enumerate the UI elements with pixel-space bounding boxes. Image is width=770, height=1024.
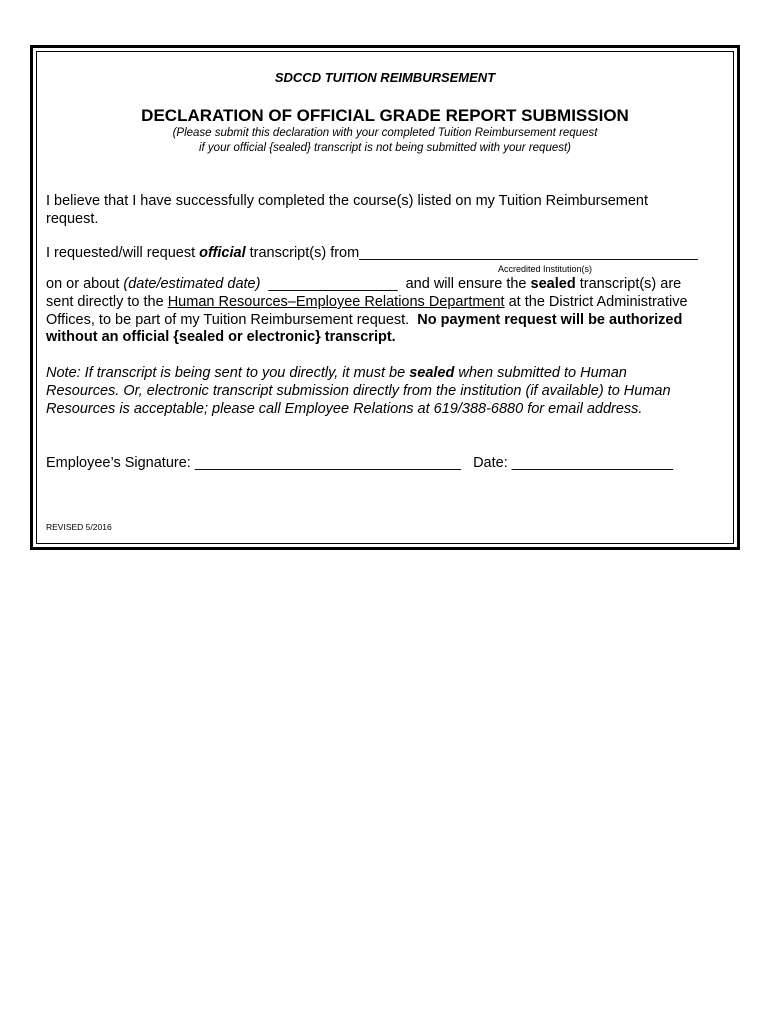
institution-field[interactable]: transcript(s) from__________________________________________ bbox=[245, 245, 698, 261]
signature-date-field[interactable]: ____________________ bbox=[511, 455, 674, 471]
offices-line bbox=[46, 312, 682, 328]
no-payment-warning: No payment request will be authorized bbox=[417, 312, 683, 328]
belief-statement-line-2: request. bbox=[46, 211, 99, 227]
note-suffix: when submitted to Human bbox=[454, 365, 627, 381]
transcript-request-line bbox=[46, 245, 698, 261]
date-suffix: and will ensure the bbox=[405, 276, 531, 292]
subtitle-line-1: (Please submit this declaration with your completed Tuition Reimbursement request bbox=[172, 127, 598, 139]
date-field[interactable]: ________________ bbox=[260, 276, 406, 292]
subtitle-line-2: if your official {sealed} transcript is not being submitted with your request) bbox=[198, 142, 572, 154]
revision-note: REVISED 5/2016 bbox=[46, 522, 112, 532]
department-name: Human Resources–Employee Relations Department bbox=[167, 294, 505, 310]
note-line-1 bbox=[46, 365, 627, 381]
date-label: Date: bbox=[460, 455, 512, 471]
note-line-3: Resources is acceptable; please call Employee Relations at 619/388-6880 for email address. bbox=[46, 401, 643, 417]
dept-prefix: sent directly to the bbox=[46, 294, 168, 310]
request-prefix: I requested/will request bbox=[46, 245, 200, 261]
date-prefix: on or about bbox=[46, 276, 124, 292]
note-prefix: Note: If transcript is being sent to you directly, it must be bbox=[46, 365, 410, 381]
date-italic-hint: (date/estimated date) bbox=[123, 276, 261, 292]
form-title: SDCCD TUITION REIMBURSEMENT bbox=[274, 70, 496, 85]
note-sealed: sealed bbox=[409, 365, 455, 381]
request-official: official bbox=[199, 245, 246, 261]
signature-label: Employee’s Signature: bbox=[46, 455, 195, 471]
date-sealed: sealed bbox=[530, 276, 576, 292]
offices-text: Offices, to be part of my Tuition Reimbursement request. bbox=[46, 312, 418, 328]
signature-line bbox=[46, 455, 673, 471]
declaration-title: DECLARATION OF OFFICIAL GRADE REPORT SUBMISSION bbox=[141, 106, 629, 125]
department-line bbox=[46, 294, 688, 310]
belief-statement-line-1: I believe that I have successfully completed the course(s) listed on my Tuition Reimbursement bbox=[46, 193, 649, 209]
institution-label: Accredited Institution(s) bbox=[498, 264, 593, 274]
date-line bbox=[46, 276, 681, 292]
signature-field[interactable]: _________________________________ bbox=[194, 455, 461, 471]
without-transcript-warning: without an official {sealed or electronic} transcript. bbox=[46, 329, 396, 345]
date-end: transcript(s) are bbox=[575, 276, 682, 292]
dept-suffix: at the District Administrative bbox=[504, 294, 688, 310]
note-line-2: Resources. Or, electronic transcript submission directly from the institution (if available) to Human bbox=[46, 383, 671, 399]
